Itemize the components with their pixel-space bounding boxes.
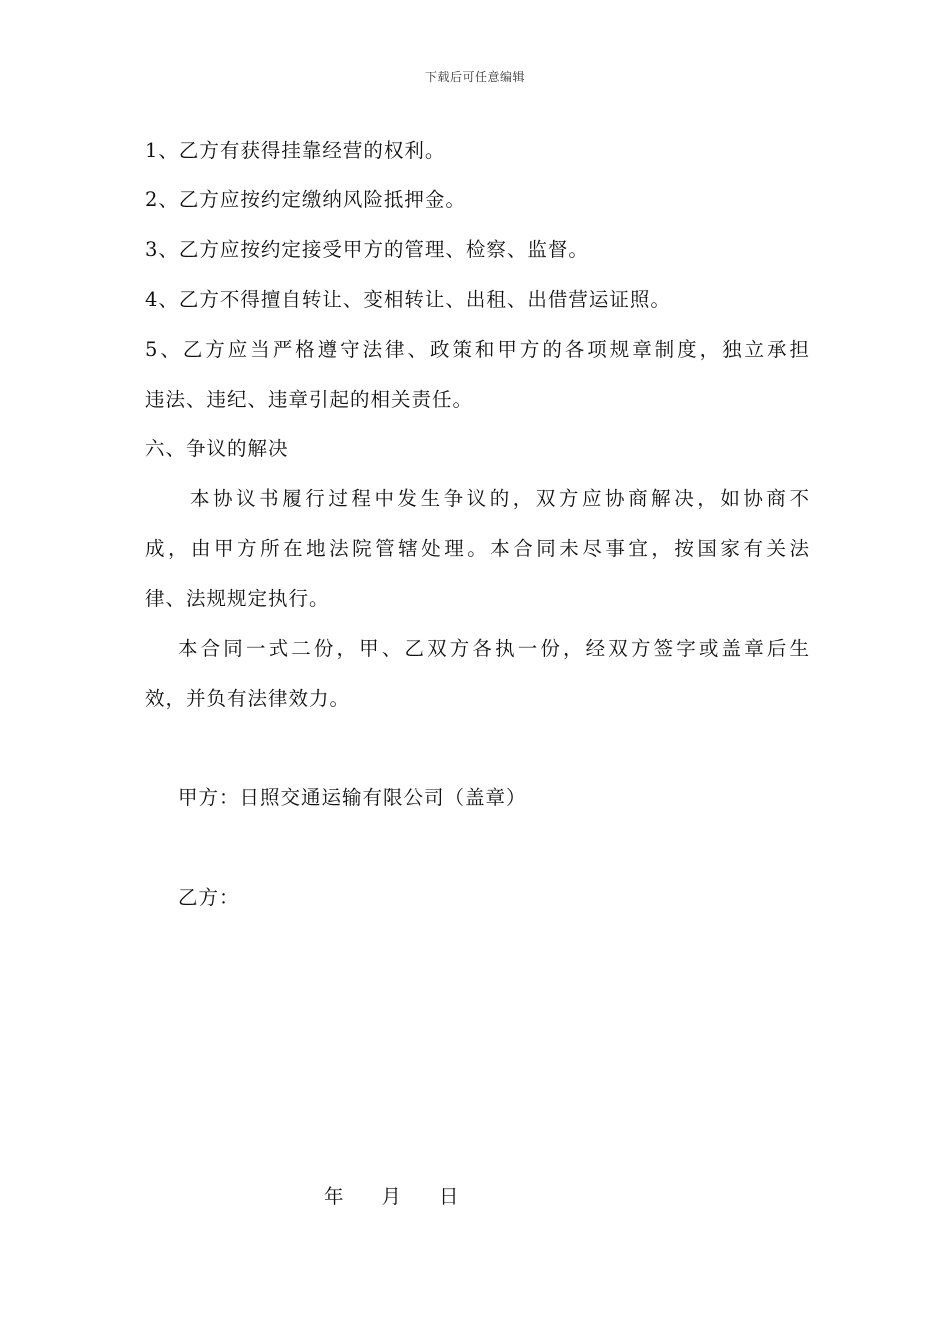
obligation-item-4: 4、乙方不得擅自转让、变相转让、出租、出借营运证照。 — [145, 288, 671, 311]
copies-paragraph-line-1: 本合同一式二份，甲、乙双方各执一份，经双方签字或盖章后生 — [178, 637, 810, 660]
dispute-paragraph-line-2: 成，由甲方所在地法院管辖处理。本合同未尽事宜，按国家有关法 — [145, 537, 810, 560]
party-b-signature: 乙方： — [178, 886, 240, 909]
dispute-paragraph-line-3: 律、法规规定执行。 — [145, 587, 330, 610]
section-heading-dispute: 六、争议的解决 — [145, 437, 289, 460]
date-month: 月 — [381, 1185, 402, 1208]
party-a-signature: 甲方：日照交通运输有限公司（盖章） — [178, 786, 527, 809]
obligation-item-1: 1、乙方有获得挂靠经营的权利。 — [145, 139, 446, 162]
obligation-item-5-line-2: 违法、违纪、违章引起的相关责任。 — [145, 388, 474, 411]
obligation-item-2: 2、乙方应按约定缴纳风险抵押金。 — [145, 188, 466, 211]
date-row — [324, 1185, 459, 1209]
obligation-item-3: 3、乙方应按约定接受甲方的管理、检察、监督。 — [145, 238, 589, 261]
dispute-paragraph-line-1: 本协议书履行过程中发生争议的，双方应协商解决，如协商不 — [190, 487, 810, 510]
copies-paragraph-line-2: 效，并负有法律效力。 — [145, 687, 351, 710]
date-year: 年 — [324, 1185, 344, 1208]
header-note: 下载后可任意编辑 — [424, 70, 525, 84]
obligation-item-5-line-1: 5、乙方应当严格遵守法律、政策和甲方的各项规章制度，独立承担 — [145, 338, 810, 361]
date-day: 日 — [439, 1185, 459, 1208]
